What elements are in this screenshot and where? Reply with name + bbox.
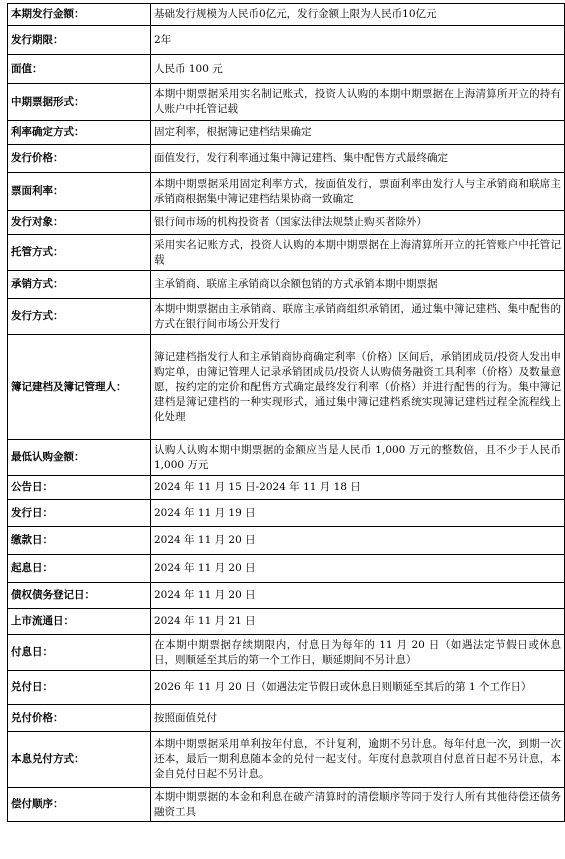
term-value: 人民币 100 元 bbox=[151, 55, 565, 84]
term-value: 本期中期票据的本金和利息在破产清算时的清偿顺序等同于发行人所有其他待偿还债务融资工具 bbox=[151, 788, 565, 822]
term-value: 簿记建档指发行人和主承销商协商确定利率（价格）区间后，承销团成员/投资人发出申购定单，由簿记管理人记录承销团成员/投资人认购债务融资工具利率（价格）及数量意愿，按约定的定价和配售方式确定最终发行利率（价格）并进行配售的行为。集中簿记建档是簿记建档的一种实现形式，通过集中簿记建档系统实现簿记建档过程全流程线上化处理 bbox=[151, 335, 565, 440]
table-row bbox=[8, 705, 565, 732]
term-value: 面值发行，发行利率通过集中簿记建档、集中配售方式最终确定 bbox=[151, 145, 565, 173]
table-row bbox=[8, 299, 565, 335]
table-row bbox=[8, 440, 565, 476]
term-value: 按照面值兑付 bbox=[151, 705, 565, 732]
term-label: 本期发行金额： bbox=[8, 4, 151, 26]
term-label: 面值： bbox=[8, 55, 151, 84]
term-value: 2024 年 11 月 20 日 bbox=[151, 583, 565, 609]
term-label: 缴款日： bbox=[8, 527, 151, 555]
table-row bbox=[8, 84, 565, 121]
term-label: 发行价格： bbox=[8, 145, 151, 173]
table-row bbox=[8, 271, 565, 299]
table-row bbox=[8, 555, 565, 583]
table-row bbox=[8, 121, 565, 145]
term-label: 起息日： bbox=[8, 555, 151, 583]
table-row bbox=[8, 173, 565, 211]
term-label: 本息兑付方式： bbox=[8, 732, 151, 788]
term-label: 发行对象： bbox=[8, 211, 151, 235]
table-row bbox=[8, 500, 565, 527]
table-row bbox=[8, 211, 565, 235]
term-label: 发行方式： bbox=[8, 299, 151, 335]
term-label: 公告日： bbox=[8, 476, 151, 500]
term-value: 本期中期票据由主承销商、联席主承销商组织承销团，通过集中簿记建档、集中配售的方式在银行间市场公开发行 bbox=[151, 299, 565, 335]
table-row bbox=[8, 527, 565, 555]
table-row bbox=[8, 145, 565, 173]
term-value: 2024 年 11 月 20 日 bbox=[151, 555, 565, 583]
term-value: 认购人认购本期中期票据的金额应当是人民币 1,000 万元的整数倍，且不少于人民币 1,000 万元 bbox=[151, 440, 565, 476]
term-label: 兑付日： bbox=[8, 671, 151, 705]
term-label: 发行日： bbox=[8, 500, 151, 527]
table-row bbox=[8, 583, 565, 609]
table-row bbox=[8, 732, 565, 788]
table-row bbox=[8, 235, 565, 271]
term-label: 偿付顺序： bbox=[8, 788, 151, 822]
term-value: 2024 年 11 月 15 日-2024 年 11 月 18 日 bbox=[151, 476, 565, 500]
table-row bbox=[8, 609, 565, 635]
term-value: 本期中期票据采用实名制记账式，投资人认购的本期中期票据在上海清算所开立的持有人账户中托管记载 bbox=[151, 84, 565, 121]
table-row bbox=[8, 671, 565, 705]
term-value: 2024 年 11 月 20 日 bbox=[151, 527, 565, 555]
document-page bbox=[7, 3, 561, 822]
table-row bbox=[8, 788, 565, 822]
term-label: 债权债务登记日： bbox=[8, 583, 151, 609]
term-label: 中期票据形式： bbox=[8, 84, 151, 121]
table-row bbox=[8, 335, 565, 440]
term-value: 本期中期票据采用固定利率方式，按面值发行，票面利率由发行人与主承销商和联席主承销商根据集中簿记建档结果协商一致确定 bbox=[151, 173, 565, 211]
term-value: 2026 年 11 月 20 日（如遇法定节假日或休息日则顺延至其后的第 1 个工作日） bbox=[151, 671, 565, 705]
term-label: 簿记建档及簿记管理人： bbox=[8, 335, 151, 440]
term-value: 银行间市场的机构投资者（国家法律法规禁止购买者除外） bbox=[151, 211, 565, 235]
term-label: 发行期限： bbox=[8, 26, 151, 55]
table-row bbox=[8, 4, 565, 26]
term-label: 最低认购金额： bbox=[8, 440, 151, 476]
term-label: 付息日： bbox=[8, 635, 151, 671]
term-value: 采用实名记账方式，投资人认购的本期中期票据在上海清算所开立的托管账户中托管记载 bbox=[151, 235, 565, 271]
issuance-terms-table bbox=[7, 3, 565, 822]
term-value: 在本期中期票据存续期限内，付息日为每年的 11 月 20 日（如遇法定节假日或休息日，则顺延至其后的第一个工作日，顺延期间不另计息） bbox=[151, 635, 565, 671]
table-row bbox=[8, 476, 565, 500]
term-value: 2024 年 11 月 19 日 bbox=[151, 500, 565, 527]
term-value: 本期中期票据采用单利按年付息，不计复利，逾期不另计息。每年付息一次，到期一次还本，最后一期利息随本金的兑付一起支付。年度付息款项自付息首日起不另计息，本金自兑付日起不另计息。 bbox=[151, 732, 565, 788]
term-value: 2024 年 11 月 21 日 bbox=[151, 609, 565, 635]
term-label: 票面利率： bbox=[8, 173, 151, 211]
term-label: 承销方式： bbox=[8, 271, 151, 299]
term-value: 主承销商、联席主承销商以余额包销的方式承销本期中期票据 bbox=[151, 271, 565, 299]
table-row bbox=[8, 635, 565, 671]
table-row bbox=[8, 55, 565, 84]
table-row bbox=[8, 26, 565, 55]
term-label: 兑付价格： bbox=[8, 705, 151, 732]
term-value: 2年 bbox=[151, 26, 565, 55]
term-value: 固定利率，根据簿记建档结果确定 bbox=[151, 121, 565, 145]
term-label: 托管方式： bbox=[8, 235, 151, 271]
term-label: 利率确定方式： bbox=[8, 121, 151, 145]
term-value: 基础发行规模为人民币0亿元，发行金额上限为人民币10亿元 bbox=[151, 4, 565, 26]
term-label: 上市流通日： bbox=[8, 609, 151, 635]
